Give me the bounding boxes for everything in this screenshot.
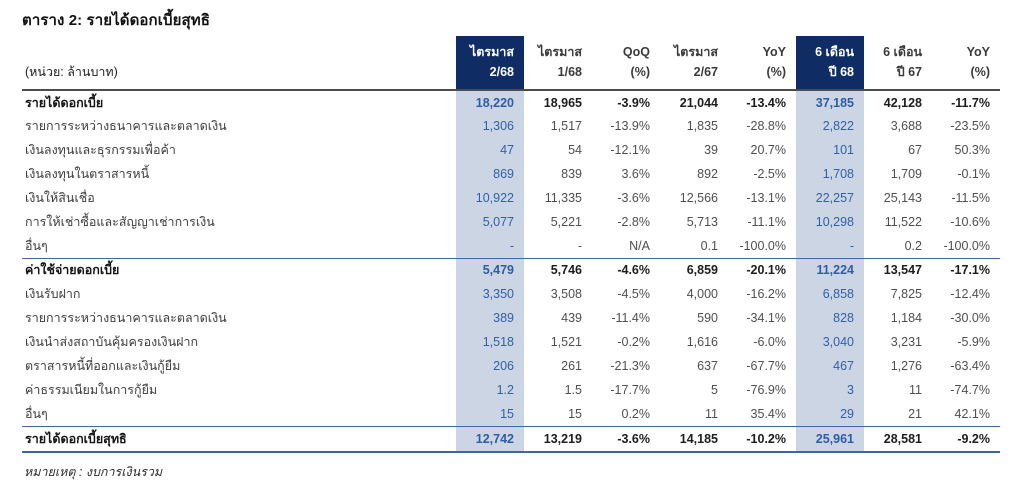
value-cell: 1,184 — [890, 311, 922, 325]
value-cell: - — [456, 234, 524, 258]
value-cell: 10,298 — [796, 210, 864, 234]
value-cell: -28.8% — [746, 119, 786, 133]
value-cell: -11.4% — [611, 311, 650, 325]
column-header-line: 1/68 — [557, 64, 582, 79]
column-header-line: ไตรมาส — [673, 45, 718, 60]
value-cell: -9.2% — [932, 426, 1000, 452]
column-header-line: 6 เดือน — [815, 45, 854, 60]
table-row — [22, 378, 1000, 402]
value-cell: 206 — [456, 354, 524, 378]
value-cell: 389 — [456, 306, 524, 330]
value-cell: 25,143 — [883, 191, 922, 205]
value-cell: -100.0% — [739, 238, 786, 253]
value-cell: 3 — [796, 378, 864, 402]
row-label: เงินนำส่งสถาบันคุ้มครองเงินฝาก — [25, 335, 199, 349]
table-row — [22, 402, 1000, 426]
value-cell: 21,044 — [679, 95, 718, 110]
value-cell: N/A — [629, 238, 650, 253]
column-header-line: 2/67 — [693, 64, 718, 79]
footnote: หมายเหตุ : งบการเงินรวม — [24, 465, 163, 479]
value-cell: -10.6% — [950, 215, 990, 229]
value-cell: -3.9% — [617, 95, 650, 110]
table-row — [22, 258, 1000, 282]
value-cell: 15 — [568, 406, 582, 421]
row-label: ตราสารหนี้ที่ออกและเงินกู้ยืม — [25, 359, 181, 373]
value-cell: -10.2% — [728, 426, 796, 452]
value-cell: 3,350 — [456, 282, 524, 306]
value-cell: 18,965 — [543, 95, 582, 110]
value-cell: 0.1 — [700, 238, 718, 253]
value-cell: -11.7% — [951, 95, 990, 110]
value-cell: 13,547 — [864, 258, 932, 282]
value-cell: 22,257 — [796, 186, 864, 210]
table-row — [22, 234, 1000, 258]
value-cell: -16.2% — [746, 287, 786, 301]
value-cell: 42.1% — [954, 406, 990, 421]
row-label: เงินรับฝาก — [25, 287, 81, 301]
value-cell: 11,224 — [796, 258, 864, 282]
row-label: รายได้ดอกเบี้ย — [25, 95, 104, 110]
column-header-line: (%) — [970, 64, 990, 79]
value-cell: - — [577, 238, 582, 253]
value-cell: -67.7% — [746, 359, 786, 373]
row-label: เงินให้สินเชื่อ — [25, 191, 95, 205]
value-cell: -34.1% — [746, 311, 786, 325]
column-header-line: ไตรมาส — [469, 45, 514, 60]
value-cell: 37,185 — [796, 90, 864, 114]
value-cell: -76.9% — [746, 383, 786, 397]
value-cell: -13.4% — [746, 95, 786, 110]
value-cell: 5,713 — [686, 215, 718, 229]
column-header — [660, 36, 728, 90]
table-row — [22, 114, 1000, 138]
table-header — [22, 36, 1000, 90]
value-cell: -13.9% — [610, 119, 650, 133]
column-header — [456, 36, 524, 90]
row-label: เงินลงทุนในตราสารหนี้ — [25, 167, 150, 181]
value-cell: -4.6% — [592, 258, 660, 282]
value-cell: -21.3% — [610, 359, 650, 373]
table-row — [22, 354, 1000, 378]
row-label: อื่นๆ — [25, 406, 48, 421]
row-label: รายการระหว่างธนาคารและตลาดเงิน — [25, 119, 227, 133]
value-cell: -63.4% — [950, 359, 990, 373]
value-cell: 29 — [796, 402, 864, 426]
value-cell: 2,822 — [796, 114, 864, 138]
unit-label: (หน่วย: ล้านบาท) — [22, 36, 456, 90]
column-header-line: 6 เดือน — [883, 45, 922, 60]
value-cell: 20.7% — [750, 143, 786, 157]
row-label: รายการระหว่างธนาคารและตลาดเงิน — [25, 311, 227, 325]
table-row — [22, 186, 1000, 210]
value-cell: 1,835 — [686, 119, 718, 133]
value-cell: 11,335 — [544, 191, 582, 205]
column-header — [796, 36, 864, 90]
value-cell: 839 — [561, 167, 582, 181]
value-cell: -20.1% — [728, 258, 796, 282]
value-cell: 869 — [456, 162, 524, 186]
value-cell: 11 — [909, 383, 922, 397]
table-row — [22, 162, 1000, 186]
table-row — [22, 330, 1000, 354]
value-cell: 6,858 — [796, 282, 864, 306]
value-cell: 12,566 — [679, 191, 718, 205]
value-cell: 3.6% — [621, 167, 650, 181]
value-cell: 5,221 — [550, 215, 582, 229]
value-cell: -0.1% — [957, 167, 990, 181]
table-row — [22, 90, 1000, 114]
value-cell: 0.2 — [904, 238, 922, 253]
column-header-line: ปี 67 — [896, 64, 922, 79]
column-header — [524, 36, 592, 90]
value-cell: -11.5% — [951, 191, 990, 205]
value-cell: 1,518 — [456, 330, 524, 354]
value-cell: 7,825 — [890, 287, 922, 301]
column-header — [592, 36, 660, 90]
table-row — [22, 426, 1000, 452]
value-cell: 1,521 — [550, 335, 582, 349]
value-cell: -12.1% — [610, 143, 650, 157]
value-cell: -2.8% — [617, 215, 650, 229]
value-cell: 42,128 — [883, 95, 922, 110]
value-cell: 1.5 — [564, 383, 582, 397]
column-header-line: YoY — [966, 45, 990, 60]
row-label: อื่นๆ — [25, 238, 48, 253]
value-cell: 4,000 — [686, 287, 718, 301]
value-cell: 3,040 — [796, 330, 864, 354]
value-cell: -12.4% — [950, 287, 990, 301]
value-cell: 11,522 — [884, 215, 922, 229]
row-label: ค่าธรรมเนียมในการกู้ยืม — [25, 383, 158, 397]
value-cell: 3,688 — [890, 119, 922, 133]
value-cell: -17.1% — [932, 258, 1000, 282]
value-cell: -30.0% — [950, 311, 990, 325]
column-header-line: 2/68 — [489, 64, 514, 79]
value-cell: -74.7% — [950, 383, 990, 397]
value-cell: -5.9% — [957, 335, 990, 349]
value-cell: 5,746 — [524, 258, 592, 282]
value-cell: -100.0% — [943, 238, 990, 253]
value-cell: -3.6% — [617, 191, 650, 205]
column-header-line: QoQ — [622, 45, 650, 60]
column-header-line: (%) — [766, 64, 786, 79]
value-cell: 39 — [704, 143, 718, 157]
value-cell: 1,276 — [890, 359, 922, 373]
column-header-line: YoY — [762, 45, 786, 60]
row-label: ค่าใช้จ่ายดอกเบี้ย — [22, 258, 456, 282]
column-header-line: ปี 68 — [828, 64, 854, 79]
value-cell: 67 — [908, 143, 922, 157]
table-body — [22, 90, 1000, 452]
value-cell: 439 — [561, 311, 582, 325]
value-cell: 5,077 — [456, 210, 524, 234]
value-cell: 5 — [711, 383, 718, 397]
value-cell: -17.7% — [610, 383, 650, 397]
value-cell: 54 — [568, 143, 582, 157]
value-cell: 12,742 — [456, 426, 524, 452]
value-cell: 1,709 — [890, 167, 922, 181]
table-row — [22, 210, 1000, 234]
value-cell: 50.3% — [954, 143, 990, 157]
table-header-row — [22, 36, 1000, 90]
net-interest-income-table — [22, 36, 1000, 453]
value-cell: 892 — [697, 167, 718, 181]
value-cell: 3,231 — [890, 335, 922, 349]
row-label: รายได้ดอกเบี้ยสุทธิ — [22, 426, 456, 452]
value-cell: -6.0% — [753, 335, 786, 349]
value-cell: -4.5% — [617, 287, 650, 301]
value-cell: 637 — [697, 359, 718, 373]
column-header-line: (%) — [630, 64, 650, 79]
value-cell: 1,517 — [550, 119, 582, 133]
table-row — [22, 282, 1000, 306]
value-cell: 15 — [456, 402, 524, 426]
value-cell: 47 — [456, 138, 524, 162]
value-cell: 28,581 — [864, 426, 932, 452]
column-header — [864, 36, 932, 90]
value-cell: 21 — [908, 406, 922, 421]
column-header — [728, 36, 796, 90]
column-header-line: ไตรมาส — [537, 45, 582, 60]
value-cell: 25,961 — [796, 426, 864, 452]
column-header — [932, 36, 1000, 90]
table-row — [22, 138, 1000, 162]
value-cell: 5,479 — [456, 258, 524, 282]
value-cell: - — [796, 234, 864, 258]
table-row — [22, 306, 1000, 330]
value-cell: 14,185 — [660, 426, 728, 452]
value-cell: 1,708 — [796, 162, 864, 186]
value-cell: 35.4% — [750, 406, 786, 421]
value-cell: 261 — [561, 359, 582, 373]
value-cell: 10,922 — [456, 186, 524, 210]
value-cell: 590 — [697, 311, 718, 325]
value-cell: 101 — [796, 138, 864, 162]
row-label: การให้เช่าซื้อและสัญญาเช่าการเงิน — [25, 215, 215, 229]
value-cell: -0.2% — [617, 335, 650, 349]
value-cell: 13,219 — [524, 426, 592, 452]
value-cell: 1,616 — [686, 335, 718, 349]
value-cell: 1.2 — [456, 378, 524, 402]
value-cell: -23.5% — [950, 119, 990, 133]
value-cell: -3.6% — [592, 426, 660, 452]
value-cell: 0.2% — [621, 406, 650, 421]
table-title: ตาราง 2: รายได้ดอกเบี้ยสุทธิ — [22, 12, 210, 29]
value-cell: 11 — [705, 406, 718, 421]
value-cell: -13.1% — [746, 191, 786, 205]
value-cell: 3,508 — [550, 287, 582, 301]
value-cell: -11.1% — [747, 215, 786, 229]
row-label: เงินลงทุนและธุรกรรมเพื่อค้า — [25, 143, 176, 157]
value-cell: 18,220 — [456, 90, 524, 114]
value-cell: 467 — [796, 354, 864, 378]
value-cell: 6,859 — [660, 258, 728, 282]
value-cell: 1,306 — [456, 114, 524, 138]
value-cell: -2.5% — [753, 167, 786, 181]
value-cell: 828 — [796, 306, 864, 330]
